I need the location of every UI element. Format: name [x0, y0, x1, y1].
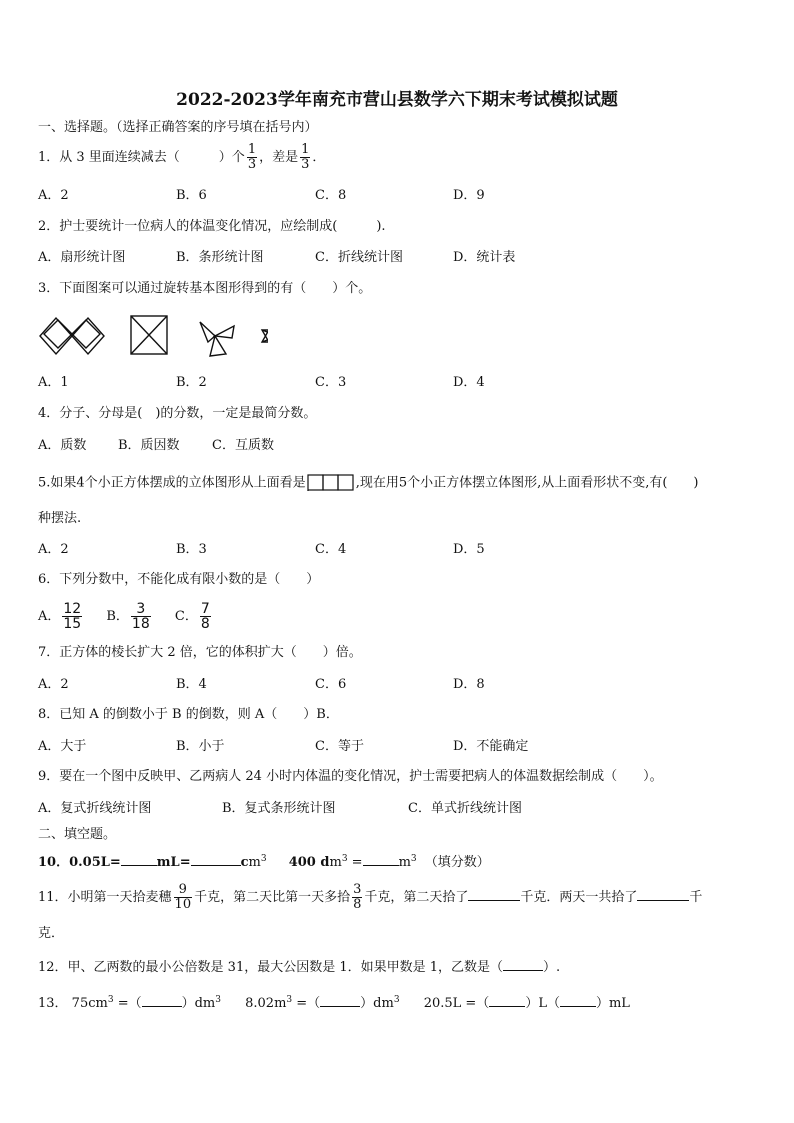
q8-option-c: C．等于 — [315, 739, 364, 754]
q5-option-c: C．4 — [315, 542, 347, 557]
q9-option-a: A．复式折线统计图 — [38, 801, 152, 816]
q4-option-a: A．质数 — [38, 438, 87, 453]
question-4: 4．分子、分母是( )的分数，一定是最简分数。 — [38, 406, 317, 421]
q6-options — [38, 601, 213, 633]
q4-option-b: B．质因数 — [118, 438, 180, 453]
q11-fraction-2: $\frac{3}{8}$ — [353, 882, 362, 912]
q1-fraction-2: $\frac{1}{3}$ — [301, 142, 310, 172]
q3-figure-4 — [262, 314, 268, 358]
q3-option-a: A．1 — [38, 375, 69, 390]
question-1: 1．从 3 里面连续减去（ ）个 $\frac{1}{3}$ ，差是 $\frac{1}{3}$ ． — [38, 142, 326, 172]
q6-option-a: A． $\frac{12}{15}$ — [38, 601, 82, 632]
question-2: 2．护士要统计一位病人的体温变化情况，应绘制成( ). — [38, 219, 386, 234]
question-5: 5.如果4个小正方体摆成的立体图形从上面看是 ,现在用5个小正方体摆立体图形,从上面看形状不变,有( ) — [38, 475, 699, 491]
q3-figure-1 — [40, 318, 104, 354]
q12-blank[interactable] — [503, 958, 543, 971]
q10-blank-1[interactable] — [121, 853, 157, 866]
q3-option-c: C．3 — [315, 375, 347, 390]
q2-option-b: B．条形统计图 — [176, 250, 264, 265]
question-13: 13． $75cm^3$ =（ ）$dm^3$ $8.02m^3$ =（ ）$dm^3$ 20.5L =（ ）L（ ）mL — [38, 995, 630, 1011]
q5-option-b: B．3 — [176, 542, 207, 557]
q3-figure-2 — [131, 316, 167, 354]
q3-option-b: B．2 — [176, 375, 207, 390]
q5-option-d: D．5 — [453, 542, 485, 557]
q5-text-cont: 种摆法. — [38, 511, 82, 526]
q9-option-c: C．单式折线统计图 — [408, 801, 522, 816]
q1-option-d: D．9 — [453, 188, 485, 203]
q11-blank-2[interactable] — [637, 888, 689, 901]
q1-option-a: A．2 — [38, 188, 69, 203]
question-12: 12．甲、乙两数的最小公倍数是 31，最大公因数是 1．如果甲数是 1，乙数是（ ）. — [38, 960, 561, 975]
question-9: 9．要在一个图中反映甲、乙两病人 24 小时内体温的变化情况，护士需要把病人的体温数据绘制成（ ）。 — [38, 769, 663, 784]
q10-blank-3[interactable] — [363, 853, 399, 866]
question-3: 3．下面图案可以通过旋转基本图形得到的有（ ）个。 — [38, 281, 372, 296]
q4-option-c: C．互质数 — [212, 438, 274, 453]
q11-fraction-1: $\frac{9}{10}$ — [174, 882, 192, 912]
q8-option-d: D．不能确定 — [453, 739, 529, 754]
q3-option-d: D．4 — [453, 375, 485, 390]
question-8: 8．已知 A 的倒数小于 B 的倒数，则 A（ ）B． — [38, 707, 339, 722]
q1-option-c: C．8 — [315, 188, 347, 203]
q13-blank-2[interactable] — [320, 994, 360, 1007]
q1-fraction-1: $\frac{1}{3}$ — [247, 142, 257, 172]
q8-option-b: B．小于 — [176, 739, 225, 754]
q1-option-b: B．6 — [176, 188, 207, 203]
q8-option-a: A．大于 — [38, 739, 87, 754]
q11-text-cont: 克． — [38, 926, 65, 941]
q11-blank-1[interactable] — [468, 888, 520, 901]
section-2-heading: 二、填空题。 — [38, 827, 117, 842]
q2-option-a: A．扇形统计图 — [38, 250, 126, 265]
q7-option-a: A．2 — [38, 677, 69, 692]
q5-top-view-figure — [307, 474, 355, 492]
page-title: 2022-2023学年南充市营山县数学六下期末考试模拟试题 — [176, 90, 618, 110]
q6-option-b: B． $\frac{3}{18}$ — [106, 601, 150, 632]
q13-blank-4[interactable] — [560, 994, 596, 1007]
question-11: 11．小明第一天拾麦穗 $\frac{9}{10}$ 千克，第二天比第一天多拾 $\frac{3}{8}$ 千克，第二天拾了 千克．两天一共拾了 千 — [38, 882, 703, 912]
q3-figure-3 — [200, 322, 234, 356]
q7-option-c: C．6 — [315, 677, 347, 692]
q3-figures — [38, 308, 268, 362]
q13-blank-1[interactable] — [142, 994, 182, 1007]
q1-text-b: ，差是 — [259, 150, 299, 165]
q2-option-c: C．折线统计图 — [315, 250, 403, 265]
q5-option-a: A．2 — [38, 542, 69, 557]
section-1-heading: 一、选择题。（选择正确答案的序号填在括号内） — [38, 120, 318, 135]
q10-blank-2[interactable] — [191, 853, 241, 866]
q9-option-b: B．复式条形统计图 — [222, 801, 336, 816]
q7-option-d: D．8 — [453, 677, 485, 692]
question-7: 7．正方体的棱长扩大 2 倍，它的体积扩大（ ）倍。 — [38, 645, 362, 660]
q13-blank-3[interactable] — [489, 994, 525, 1007]
q1-text-a: 1．从 3 里面连续减去（ ）个 — [38, 150, 245, 165]
q2-option-d: D．统计表 — [453, 250, 516, 265]
q6-option-c: C． $\frac{7}{8}$ — [174, 601, 210, 632]
question-10: 10．$0.05L= mL= cm^3$ 400 $dm^3 = m^3$ （填分数） — [38, 854, 490, 870]
q7-option-b: B．4 — [176, 677, 207, 692]
question-6: 6．下列分数中，不能化成有限小数的是（ ） — [38, 572, 320, 587]
